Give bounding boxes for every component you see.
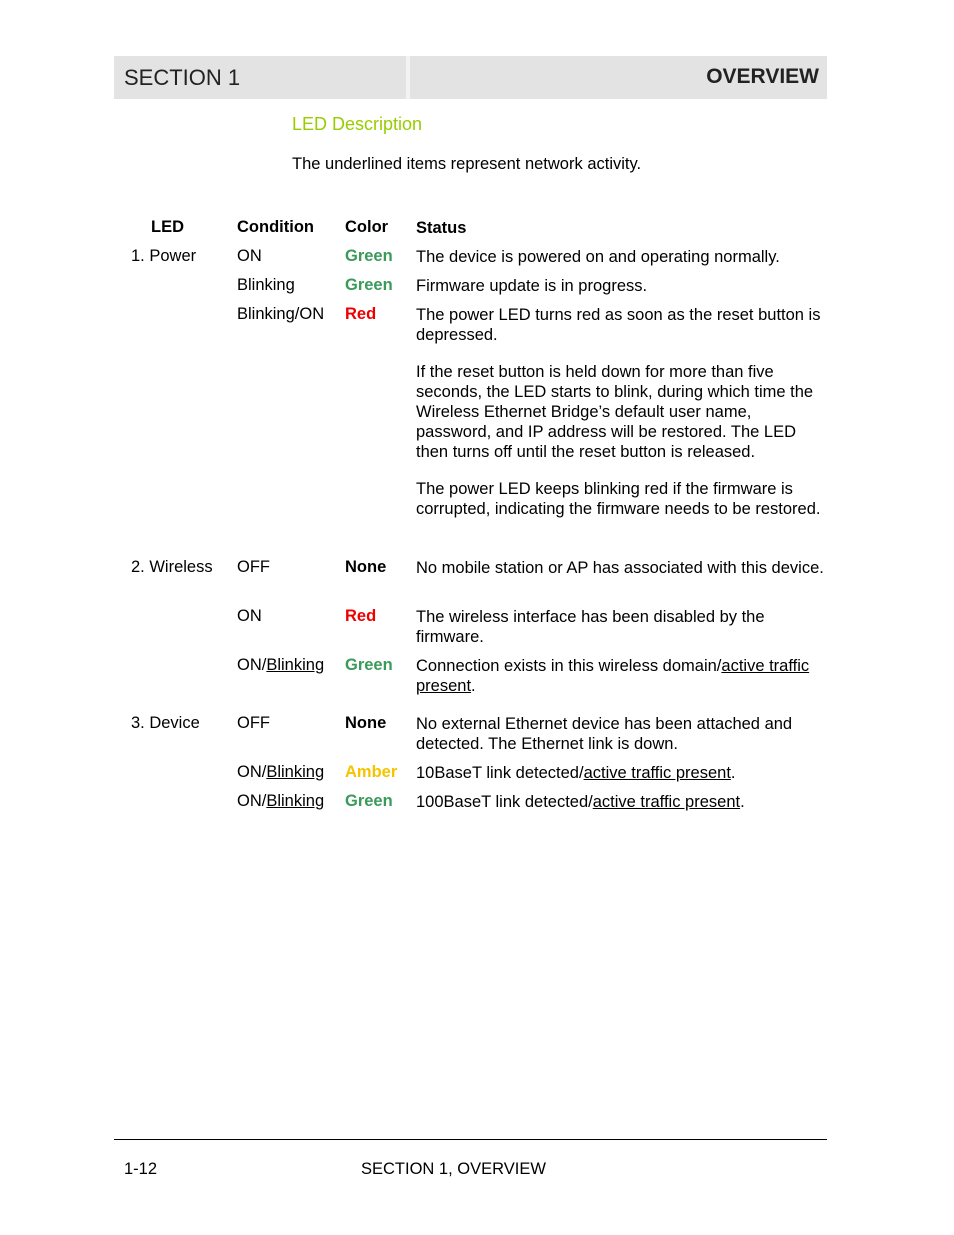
condition: Blinking/ON (237, 305, 325, 323)
status-end: . (471, 677, 476, 695)
status-end: . (740, 793, 745, 811)
page-number: 1-12 (124, 1160, 158, 1178)
led-color: Green (345, 247, 393, 265)
status: The wireless interface has been disabled by the firmware. (416, 608, 765, 646)
led-color: None (345, 558, 387, 576)
led-color: Green (345, 656, 393, 674)
section-title: OVERVIEW (706, 65, 819, 88)
section-number: SECTION 1 (124, 65, 241, 90)
header-led: LED (151, 218, 184, 236)
condition: ON (237, 607, 262, 625)
led-color: Amber (345, 763, 398, 781)
section-header (114, 56, 827, 99)
status-paragraph: If the reset button is held down for more than five seconds, the LED starts to blink, during which time the Wireless Ethernet Bridge’s default user name, password, and IP address will be restored. The LED then turns off until the reset button is released. (416, 363, 814, 461)
condition-activity: Blinking (266, 656, 325, 674)
status: No external Ethernet device has been attached and detected. The Ethernet link is down. (416, 715, 793, 753)
status: No mobile station or AP has associated with this device. (416, 559, 824, 577)
intro-text: The underlined items represent network activity. (292, 155, 642, 173)
status-paragraph: The power LED keeps blinking red if the firmware is corrupted, indicating the firmware needs to be restored. (416, 480, 821, 518)
status-end: . (730, 764, 736, 782)
status-text: 100BaseT link detected/ (416, 793, 593, 811)
led-color: Green (345, 792, 393, 810)
status-activity: active traffic present (583, 764, 731, 782)
condition-activity: Blinking (266, 792, 325, 810)
condition: ON (237, 247, 262, 265)
footer-text: SECTION 1, OVERVIEW (361, 1160, 546, 1178)
condition-activity: Blinking (266, 763, 325, 781)
led-color: Red (345, 305, 377, 323)
status: The device is powered on and operating normally. (416, 248, 780, 266)
subheading: LED Description (292, 114, 423, 134)
led-color: None (345, 714, 387, 732)
led-name: 3. Device (131, 714, 200, 732)
status (416, 656, 826, 696)
condition (237, 792, 324, 811)
condition-prefix: ON/ (237, 792, 267, 810)
header-status: Status (416, 219, 467, 237)
status (416, 305, 826, 519)
led-color: Red (345, 607, 377, 625)
header-condition: Condition (237, 218, 314, 236)
condition: Blinking (237, 276, 295, 294)
status-activity: active traffic present (416, 657, 810, 695)
condition: OFF (237, 558, 270, 576)
condition: OFF (237, 714, 270, 732)
status (416, 792, 826, 812)
condition-prefix: ON/ (237, 763, 267, 781)
status-text: Connection exists in this wireless domain/ (416, 657, 722, 675)
header-color: Color (345, 218, 389, 236)
led-name: 2. Wireless (131, 558, 213, 576)
condition (237, 763, 324, 782)
status-text: 10BaseT link detected/ (416, 764, 584, 782)
condition-prefix: ON/ (237, 656, 267, 674)
condition (237, 656, 324, 675)
led-color: Green (345, 276, 393, 294)
led-name: 1. Power (131, 247, 197, 265)
footer-rule (114, 1139, 827, 1140)
header-divider (406, 56, 410, 99)
status-paragraph: The power LED turns red as soon as the reset button is depressed. (416, 306, 821, 344)
status (416, 763, 826, 783)
status-activity: active traffic present (592, 793, 741, 811)
status: Firmware update is in progress. (416, 277, 648, 295)
